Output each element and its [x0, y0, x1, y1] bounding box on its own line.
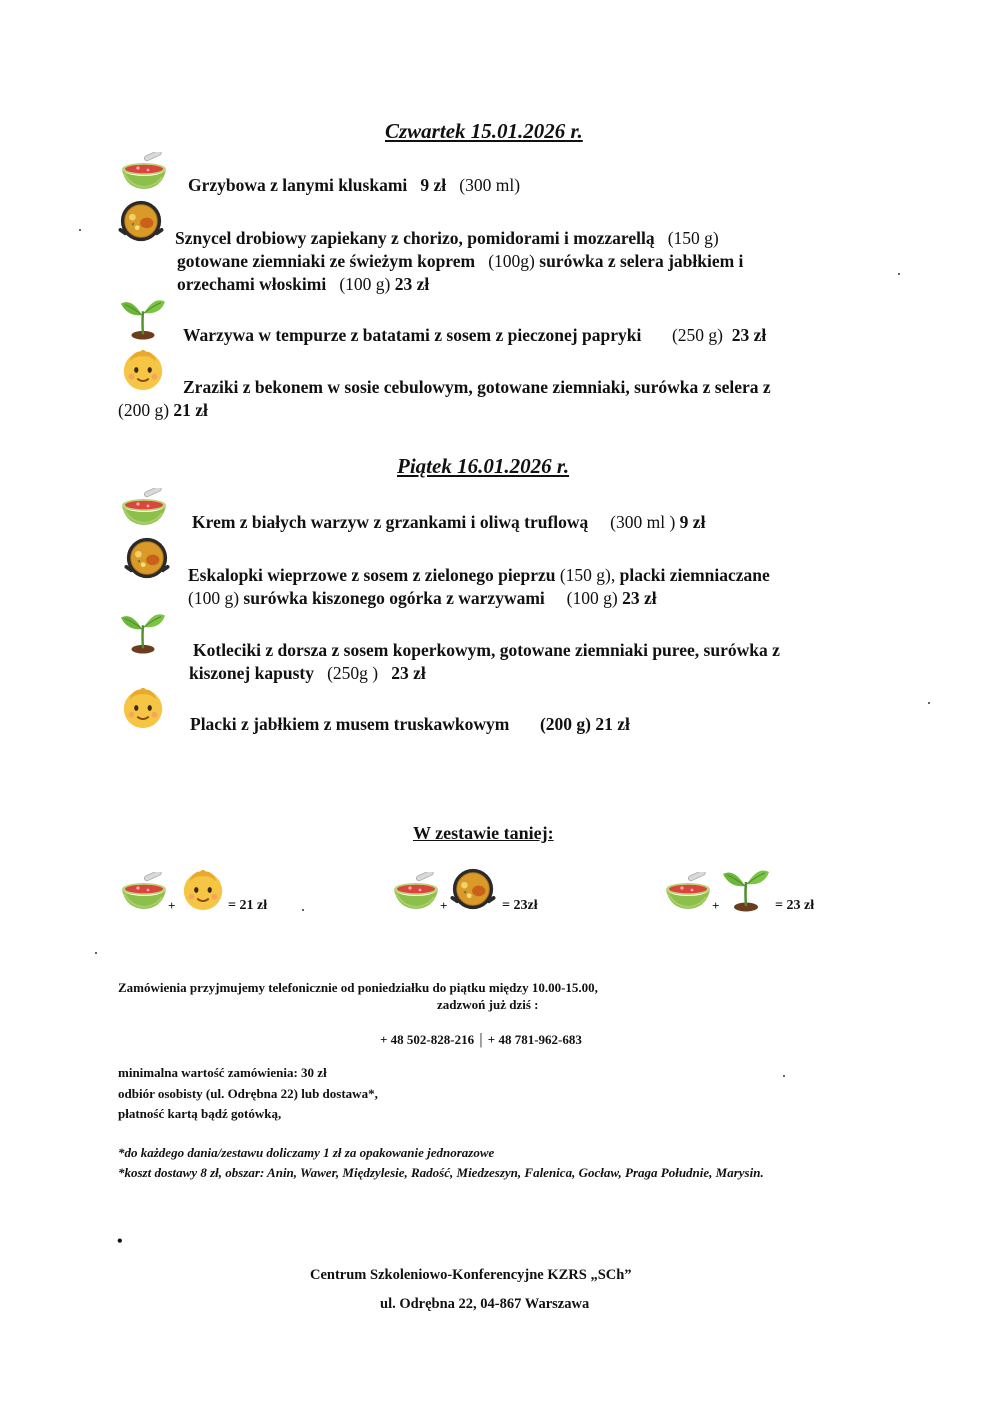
day1-title: Czwartek 15.01.2026 r.: [385, 119, 583, 143]
day2-meat-salad-portion: (100 g): [566, 588, 618, 608]
soup-bowl-icon: [392, 872, 440, 912]
day1-meat-name: Sznycel drobiowy zapiekany z chorizo, pomidorami i mozzarellą: [175, 228, 655, 248]
seedling-icon: [120, 294, 166, 340]
phone-2: + 48 781-962-683: [487, 1032, 582, 1047]
day1-veg-price: 23 zł: [731, 325, 767, 345]
pickup-info: odbiór osobisty (ul. Odrębna 22) lub dostawa*,: [118, 1086, 378, 1101]
day1-meat-side: gotowane ziemniaki ze świeżym koprem: [177, 251, 476, 271]
combo-title: W zestawie taniej:: [413, 823, 554, 843]
artifact-dot: [928, 702, 930, 704]
baby-face-icon: [120, 346, 166, 392]
paella-pan-icon: [450, 866, 496, 912]
day2-veg-price: 23 zł: [391, 663, 426, 683]
phone-separator: |: [479, 1031, 483, 1048]
day1-veg-portion: (250 g): [671, 325, 723, 345]
artifact-dot: [95, 952, 97, 954]
combo-plus: +: [168, 898, 176, 913]
seedling-icon: [722, 864, 770, 912]
day1-soup: [188, 175, 520, 196]
day1-meat-line2: [177, 251, 743, 272]
combo-price-1: = 21 zł: [228, 898, 268, 913]
day1-meat-side-portion: (100g): [488, 251, 535, 271]
day1-kids-name: Zraziki z bekonem w sosie cebulowym, gotowane ziemniaki, surówka z selera z: [183, 377, 771, 397]
packaging-note: *do każdego dania/zestawu doliczamy 1 zł za opakowanie jednorazowe: [118, 1145, 495, 1160]
day1-soup-portion: (300 ml): [459, 175, 521, 195]
day1-meat-line1: [175, 228, 719, 249]
soup-bowl-icon: [664, 872, 712, 912]
day1-meat-salad-portion: (100 g): [339, 274, 391, 294]
day1-meat-salad-cont: orzechami włoskimi: [177, 274, 327, 294]
company-name: Centrum Szkoleniowo-Konferencyjne KZRS „SCh”: [310, 1267, 632, 1283]
combo-price-3: = 23 zł: [775, 898, 815, 913]
day2-meat-salad: surówka kiszonego ogórka z warzywami: [243, 588, 545, 608]
phone-1: + 48 502-828-216: [380, 1032, 475, 1047]
paella-pan-icon: [124, 535, 170, 581]
bullet: •: [117, 1233, 123, 1250]
combo-plus: +: [440, 898, 448, 913]
day1-soup-price: 9 zł: [420, 175, 447, 195]
company-address: ul. Odrębna 22, 04-867 Warszawa: [380, 1296, 590, 1312]
day1-veg-name: Warzywa w tempurze z batatami z sosem z pieczonej papryki: [183, 325, 642, 345]
soup-bowl-icon: [120, 152, 168, 192]
min-order: minimalna wartość zamówienia: 30 zł: [118, 1065, 327, 1080]
day2-meat-line1: [188, 565, 770, 586]
artifact-dot: [79, 229, 81, 231]
artifact-dot: [898, 273, 900, 275]
day2-veg-line2: [189, 663, 426, 684]
day2-veg-name-cont: kiszonej kapusty: [189, 663, 314, 683]
day2-soup: [192, 512, 705, 533]
day1-kids-line2: [118, 400, 208, 421]
day2-meat-line2: [188, 588, 657, 609]
day2-kids-price: (200 g) 21 zł: [539, 714, 630, 734]
day2-veg-line1: [193, 640, 780, 661]
day1-kids-price: 21 zł: [173, 400, 208, 420]
soup-bowl-icon: [120, 872, 168, 912]
day1-meat-portion: (150 g): [667, 228, 719, 248]
day2-soup-portion: (300 ml ): [610, 512, 676, 532]
day2-soup-price: 9 zł: [679, 512, 706, 532]
day1-meat-price: 23 zł: [394, 274, 430, 294]
day1-soup-name: Grzybowa z lanymi kluskami: [188, 175, 408, 195]
payment-info: płatność kartą bądź gotówką,: [118, 1106, 282, 1121]
paella-pan-icon: [118, 198, 164, 244]
day2-title: Piątek 16.01.2026 r.: [397, 454, 570, 478]
day2-meat-price: 23 zł: [622, 588, 657, 608]
day2-kids: [190, 714, 630, 735]
delivery-note: *koszt dostawy 8 zł, obszar: Anin, Wawer, Międzylesie, Radość, Miedzeszyn, Falenica, Gocław, Praga Południe, Marysin.: [118, 1165, 764, 1180]
seedling-icon: [120, 608, 166, 654]
orders-line1: Zamówienia przyjmujemy telefonicznie od poniedziałku do piątku między 10.00-15.00,: [118, 980, 598, 995]
baby-face-icon: [180, 866, 226, 912]
day1-meat-line3: [177, 274, 429, 295]
day1-veg: [183, 325, 766, 346]
day2-meat-side-portion: (100 g): [188, 588, 240, 608]
day1-meat-salad: surówka z selera jabłkiem i: [539, 251, 744, 271]
day2-meat-name: Eskalopki wieprzowe z sosem z zielonego pieprzu: [188, 565, 556, 585]
day2-meat-portion: (150 g),: [559, 565, 616, 585]
combo-plus: +: [712, 898, 720, 913]
baby-face-icon: [120, 684, 166, 730]
combo-price-2: = 23zł: [502, 898, 538, 913]
day2-soup-name: Krem z białych warzyw z grzankami i oliwą truflową: [192, 512, 589, 532]
artifact-dot: [783, 1075, 785, 1077]
day1-kids-line1: [183, 377, 771, 398]
day2-veg-portion: (250g ): [327, 663, 379, 683]
day2-veg-name: Kotleciki z dorsza z sosem koperkowym, gotowane ziemniaki puree, surówka z: [193, 640, 780, 660]
artifact-dot: [302, 909, 304, 911]
day2-kids-name: Placki z jabłkiem z musem truskawkowym: [190, 714, 510, 734]
orders-line2: zadzwoń już dziś :: [437, 997, 539, 1012]
day2-meat-side: placki ziemniaczane: [619, 565, 770, 585]
soup-bowl-icon: [120, 488, 168, 528]
phone-numbers: [380, 1031, 582, 1049]
day1-kids-portion: (200 g): [118, 400, 170, 420]
